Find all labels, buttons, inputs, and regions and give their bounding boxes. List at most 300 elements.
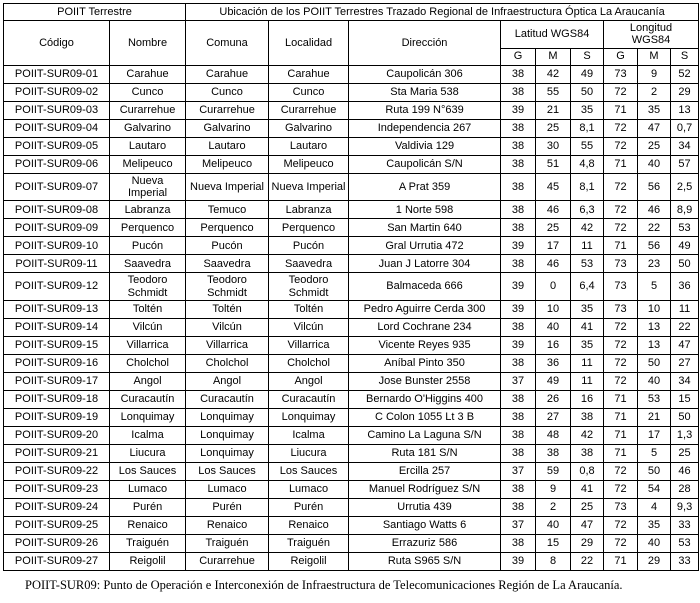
cell-localidad: Pucón [269, 237, 349, 255]
cell-nombre: Lumaco [110, 480, 186, 498]
cell-lon-m: 2 [638, 83, 671, 101]
cell-lon-m: 40 [638, 534, 671, 552]
cell-codigo: POIIT-SUR09-17 [4, 372, 110, 390]
cell-comuna: Lonquimay [186, 408, 269, 426]
cell-localidad: Perquenco [269, 219, 349, 237]
cell-codigo: POIIT-SUR09-03 [4, 101, 110, 119]
cell-nombre: Traiguén [110, 534, 186, 552]
cell-lon-s: 15 [671, 390, 699, 408]
cell-lat-s: 22 [571, 552, 604, 570]
cell-localidad: Icalma [269, 426, 349, 444]
cell-localidad: Purén [269, 498, 349, 516]
cell-direccion: Balmaceda 666 [349, 273, 501, 301]
cell-lon-m: 29 [638, 552, 671, 570]
cell-lat-s: 6,3 [571, 201, 604, 219]
cell-lon-m: 40 [638, 155, 671, 173]
cell-direccion: Pedro Aguirre Cerda 300 [349, 300, 501, 318]
table-row [4, 137, 699, 155]
cell-lon-s: 33 [671, 516, 699, 534]
cell-codigo: POIIT-SUR09-22 [4, 462, 110, 480]
cell-lon-s: 57 [671, 155, 699, 173]
cell-lon-g: 72 [604, 354, 638, 372]
cell-comuna: Pucón [186, 237, 269, 255]
cell-nombre: Nueva Imperial [110, 173, 186, 201]
cell-lat-m: 46 [536, 255, 571, 273]
cell-lon-g: 71 [604, 444, 638, 462]
cell-codigo: POIIT-SUR09-20 [4, 426, 110, 444]
cell-nombre: Carahue [110, 65, 186, 83]
cell-nombre: Los Sauces [110, 462, 186, 480]
cell-codigo: POIIT-SUR09-18 [4, 390, 110, 408]
cell-lat-s: 41 [571, 480, 604, 498]
table-row [4, 498, 699, 516]
cell-codigo: POIIT-SUR09-19 [4, 408, 110, 426]
cell-comuna: Nueva Imperial [186, 173, 269, 201]
cell-codigo: POIIT-SUR09-10 [4, 237, 110, 255]
cell-lat-m: 25 [536, 219, 571, 237]
cell-comuna: Curarrehue [186, 101, 269, 119]
cell-lon-m: 35 [638, 516, 671, 534]
cell-lon-g: 73 [604, 498, 638, 516]
cell-lat-s: 0,8 [571, 462, 604, 480]
cell-comuna: Purén [186, 498, 269, 516]
cell-nombre: Vilcún [110, 318, 186, 336]
cell-lat-m: 26 [536, 390, 571, 408]
cell-lon-g: 71 [604, 408, 638, 426]
cell-lon-s: 22 [671, 318, 699, 336]
table-row [4, 444, 699, 462]
cell-lat-m: 36 [536, 354, 571, 372]
cell-lat-m: 38 [536, 444, 571, 462]
cell-nombre: Melipeuco [110, 155, 186, 173]
table-row [4, 516, 699, 534]
cell-comuna: Cunco [186, 83, 269, 101]
cell-lat-m: 10 [536, 300, 571, 318]
cell-codigo: POIIT-SUR09-09 [4, 219, 110, 237]
cell-lat-s: 35 [571, 101, 604, 119]
cell-direccion: Juan J Latorre 304 [349, 255, 501, 273]
header-nombre: Nombre [110, 21, 186, 66]
cell-comuna: Angol [186, 372, 269, 390]
cell-codigo: POIIT-SUR09-07 [4, 173, 110, 201]
cell-lat-g: 39 [501, 101, 536, 119]
cell-lon-g: 71 [604, 426, 638, 444]
header-lon-s: S [671, 48, 699, 65]
cell-lat-m: 2 [536, 498, 571, 516]
cell-lon-m: 13 [638, 336, 671, 354]
cell-codigo: POIIT-SUR09-12 [4, 273, 110, 301]
cell-lon-s: 53 [671, 219, 699, 237]
cell-nombre: Icalma [110, 426, 186, 444]
cell-lat-s: 11 [571, 237, 604, 255]
table-row [4, 426, 699, 444]
header-lon-m: M [638, 48, 671, 65]
cell-codigo: POIIT-SUR09-25 [4, 516, 110, 534]
cell-localidad: Labranza [269, 201, 349, 219]
footnote: POIIT-SUR09: Punto de Operación e Interconexión de Infraestructura de Telecomunicaciones Región de La Araucanía. [25, 577, 623, 592]
cell-localidad: Traiguén [269, 534, 349, 552]
table-row [4, 173, 699, 201]
cell-lon-m: 10 [638, 300, 671, 318]
cell-lat-m: 9 [536, 480, 571, 498]
cell-lon-g: 72 [604, 480, 638, 498]
cell-lat-m: 40 [536, 516, 571, 534]
cell-direccion: Independencia 267 [349, 119, 501, 137]
cell-direccion: Camino La Laguna S/N [349, 426, 501, 444]
cell-localidad: Angol [269, 372, 349, 390]
cell-lon-s: 34 [671, 137, 699, 155]
cell-lon-m: 56 [638, 173, 671, 201]
cell-comuna: Lonquimay [186, 426, 269, 444]
cell-codigo: POIIT-SUR09-15 [4, 336, 110, 354]
cell-lon-m: 53 [638, 390, 671, 408]
header-localidad: Localidad [269, 21, 349, 66]
cell-localidad: Los Sauces [269, 462, 349, 480]
cell-codigo: POIIT-SUR09-11 [4, 255, 110, 273]
cell-lat-m: 59 [536, 462, 571, 480]
cell-codigo: POIIT-SUR09-16 [4, 354, 110, 372]
cell-localidad: Curacautín [269, 390, 349, 408]
cell-lon-s: 47 [671, 336, 699, 354]
cell-lat-g: 38 [501, 173, 536, 201]
cell-lon-g: 71 [604, 552, 638, 570]
cell-lon-m: 5 [638, 273, 671, 301]
cell-direccion: Caupolicán 306 [349, 65, 501, 83]
cell-lon-g: 72 [604, 173, 638, 201]
cell-lon-g: 72 [604, 534, 638, 552]
cell-codigo: POIIT-SUR09-26 [4, 534, 110, 552]
cell-comuna: Perquenco [186, 219, 269, 237]
cell-nombre: Angol [110, 372, 186, 390]
cell-lat-m: 16 [536, 336, 571, 354]
cell-nombre: Purén [110, 498, 186, 516]
cell-lon-m: 40 [638, 372, 671, 390]
cell-lat-g: 38 [501, 137, 536, 155]
cell-lon-g: 72 [604, 372, 638, 390]
cell-localidad: Renaico [269, 516, 349, 534]
cell-lon-s: 11 [671, 300, 699, 318]
cell-comuna: Renaico [186, 516, 269, 534]
cell-direccion: C Colon 1055 Lt 3 B [349, 408, 501, 426]
table-row [4, 552, 699, 570]
cell-direccion: Ercilla 257 [349, 462, 501, 480]
cell-localidad: Reigolil [269, 552, 349, 570]
cell-lat-g: 38 [501, 480, 536, 498]
header-codigo: Código [4, 21, 110, 66]
cell-lat-s: 38 [571, 444, 604, 462]
cell-lat-m: 30 [536, 137, 571, 155]
cell-lon-m: 22 [638, 219, 671, 237]
cell-lat-g: 38 [501, 408, 536, 426]
cell-lat-m: 40 [536, 318, 571, 336]
cell-lat-m: 49 [536, 372, 571, 390]
cell-lon-m: 56 [638, 237, 671, 255]
cell-lat-g: 39 [501, 336, 536, 354]
cell-lon-m: 25 [638, 137, 671, 155]
cell-localidad: Liucura [269, 444, 349, 462]
cell-comuna: Los Sauces [186, 462, 269, 480]
table-row [4, 155, 699, 173]
header-lat-s: S [571, 48, 604, 65]
table-row [4, 534, 699, 552]
cell-comuna: Toltén [186, 300, 269, 318]
table-row [4, 219, 699, 237]
cell-lon-m: 21 [638, 408, 671, 426]
cell-lon-s: 28 [671, 480, 699, 498]
cell-lon-s: 50 [671, 255, 699, 273]
cell-localidad: Nueva Imperial [269, 173, 349, 201]
header-lon-g: G [604, 48, 638, 65]
cell-lat-g: 39 [501, 237, 536, 255]
cell-localidad: Teodoro Schmidt [269, 273, 349, 301]
cell-lat-s: 50 [571, 83, 604, 101]
cell-lon-g: 72 [604, 201, 638, 219]
cell-nombre: Lautaro [110, 137, 186, 155]
cell-lat-m: 17 [536, 237, 571, 255]
cell-lon-s: 52 [671, 65, 699, 83]
cell-nombre: Liucura [110, 444, 186, 462]
table-row [4, 65, 699, 83]
cell-direccion: Jose Bunster 2558 [349, 372, 501, 390]
cell-lon-g: 73 [604, 273, 638, 301]
table-row [4, 336, 699, 354]
cell-lat-g: 38 [501, 318, 536, 336]
table-row [4, 318, 699, 336]
title-right-cell: Ubicación de los POIIT Terrestres Trazado Regional de Infraestructura Óptica La Araucanía [186, 4, 699, 21]
cell-lat-g: 39 [501, 300, 536, 318]
cell-direccion: Bernardo O'Higgins 400 [349, 390, 501, 408]
cell-codigo: POIIT-SUR09-01 [4, 65, 110, 83]
cell-comuna: Teodoro Schmidt [186, 273, 269, 301]
cell-lat-g: 37 [501, 516, 536, 534]
cell-lat-s: 6,4 [571, 273, 604, 301]
cell-lon-s: 29 [671, 83, 699, 101]
cell-direccion: A Prat 359 [349, 173, 501, 201]
cell-lat-m: 0 [536, 273, 571, 301]
cell-direccion: Errazuriz 586 [349, 534, 501, 552]
cell-nombre: Villarrica [110, 336, 186, 354]
cell-lat-m: 15 [536, 534, 571, 552]
header-longitud [604, 21, 699, 49]
cell-localidad: Lonquimay [269, 408, 349, 426]
cell-lat-s: 55 [571, 137, 604, 155]
cell-direccion: Ruta 181 S/N [349, 444, 501, 462]
cell-lat-g: 37 [501, 462, 536, 480]
column-header-row [4, 21, 699, 49]
cell-comuna: Saavedra [186, 255, 269, 273]
cell-lon-s: 49 [671, 237, 699, 255]
cell-codigo: POIIT-SUR09-02 [4, 83, 110, 101]
header-latitud: Latitud WGS84 [501, 21, 604, 49]
cell-nombre: Perquenco [110, 219, 186, 237]
cell-lat-s: 47 [571, 516, 604, 534]
table-row [4, 255, 699, 273]
table-body [4, 65, 699, 570]
cell-lon-s: 13 [671, 101, 699, 119]
cell-lon-m: 50 [638, 462, 671, 480]
cell-nombre: Curarrehue [110, 101, 186, 119]
cell-lon-g: 71 [604, 237, 638, 255]
cell-comuna: Melipeuco [186, 155, 269, 173]
cell-codigo: POIIT-SUR09-21 [4, 444, 110, 462]
table-row [4, 300, 699, 318]
cell-lat-s: 53 [571, 255, 604, 273]
cell-direccion: Gral Urrutia 472 [349, 237, 501, 255]
cell-lat-g: 39 [501, 552, 536, 570]
cell-localidad: Cholchol [269, 354, 349, 372]
cell-lat-s: 29 [571, 534, 604, 552]
cell-nombre: Saavedra [110, 255, 186, 273]
cell-localidad: Galvarino [269, 119, 349, 137]
cell-lat-s: 49 [571, 65, 604, 83]
cell-lat-m: 48 [536, 426, 571, 444]
table-row [4, 462, 699, 480]
cell-lat-s: 11 [571, 354, 604, 372]
cell-localidad: Carahue [269, 65, 349, 83]
cell-lon-m: 4 [638, 498, 671, 516]
cell-lat-m: 46 [536, 201, 571, 219]
cell-lon-m: 35 [638, 101, 671, 119]
cell-lat-g: 38 [501, 201, 536, 219]
cell-localidad: Villarrica [269, 336, 349, 354]
cell-comuna: Lonquimay [186, 444, 269, 462]
cell-lon-m: 9 [638, 65, 671, 83]
cell-lon-s: 50 [671, 408, 699, 426]
cell-direccion: Vicente Reyes 935 [349, 336, 501, 354]
cell-lat-s: 8,1 [571, 173, 604, 201]
cell-localidad: Lautaro [269, 137, 349, 155]
table-row [4, 101, 699, 119]
poiit-table [3, 3, 699, 571]
cell-lon-g: 71 [604, 155, 638, 173]
cell-lon-s: 1,3 [671, 426, 699, 444]
cell-nombre: Teodoro Schmidt [110, 273, 186, 301]
cell-codigo: POIIT-SUR09-23 [4, 480, 110, 498]
cell-lon-s: 0,7 [671, 119, 699, 137]
cell-comuna: Villarrica [186, 336, 269, 354]
cell-lat-m: 45 [536, 173, 571, 201]
cell-nombre: Reigolil [110, 552, 186, 570]
cell-codigo: POIIT-SUR09-24 [4, 498, 110, 516]
cell-comuna: Curacautín [186, 390, 269, 408]
cell-lon-g: 72 [604, 318, 638, 336]
cell-nombre: Cholchol [110, 354, 186, 372]
cell-lon-m: 17 [638, 426, 671, 444]
cell-codigo: POIIT-SUR09-27 [4, 552, 110, 570]
cell-lon-s: 25 [671, 444, 699, 462]
cell-lat-g: 38 [501, 155, 536, 173]
cell-comuna: Carahue [186, 65, 269, 83]
cell-lat-g: 38 [501, 219, 536, 237]
table-row [4, 480, 699, 498]
title-row [4, 4, 699, 21]
cell-lat-s: 4,8 [571, 155, 604, 173]
cell-lon-s: 27 [671, 354, 699, 372]
cell-lon-s: 8,9 [671, 201, 699, 219]
cell-lat-s: 16 [571, 390, 604, 408]
table-row [4, 273, 699, 301]
cell-direccion: Sta Maria 538 [349, 83, 501, 101]
cell-nombre: Galvarino [110, 119, 186, 137]
cell-lat-m: 21 [536, 101, 571, 119]
table-row [4, 390, 699, 408]
cell-direccion: Valdivia 129 [349, 137, 501, 155]
cell-codigo: POIIT-SUR09-04 [4, 119, 110, 137]
cell-lat-s: 42 [571, 426, 604, 444]
cell-lat-m: 55 [536, 83, 571, 101]
cell-lat-g: 38 [501, 498, 536, 516]
cell-nombre: Cunco [110, 83, 186, 101]
cell-lat-g: 38 [501, 65, 536, 83]
cell-lon-s: 34 [671, 372, 699, 390]
header-longitud-label: Longitud WGS84 [629, 22, 673, 47]
cell-comuna: Lumaco [186, 480, 269, 498]
cell-comuna: Cholchol [186, 354, 269, 372]
cell-comuna: Traiguén [186, 534, 269, 552]
cell-direccion: Lord Cochrane 234 [349, 318, 501, 336]
cell-direccion: Ruta S965 S/N [349, 552, 501, 570]
cell-lat-s: 8,1 [571, 119, 604, 137]
cell-lat-g: 38 [501, 119, 536, 137]
cell-lon-s: 9,3 [671, 498, 699, 516]
table-row [4, 408, 699, 426]
cell-lon-g: 72 [604, 119, 638, 137]
cell-lon-g: 72 [604, 219, 638, 237]
cell-lon-m: 54 [638, 480, 671, 498]
cell-lat-s: 25 [571, 498, 604, 516]
cell-lat-g: 38 [501, 390, 536, 408]
cell-nombre: Curacautín [110, 390, 186, 408]
cell-lon-m: 47 [638, 119, 671, 137]
cell-direccion: Manuel Rodríguez S/N [349, 480, 501, 498]
cell-direccion: Caupolicán S/N [349, 155, 501, 173]
cell-lat-g: 38 [501, 354, 536, 372]
cell-comuna: Temuco [186, 201, 269, 219]
cell-lat-s: 42 [571, 219, 604, 237]
cell-direccion: Urrutia 439 [349, 498, 501, 516]
cell-lon-m: 46 [638, 201, 671, 219]
header-direccion: Dirección [349, 21, 501, 66]
cell-lat-g: 38 [501, 534, 536, 552]
cell-lat-s: 38 [571, 408, 604, 426]
cell-lon-g: 72 [604, 137, 638, 155]
cell-lat-g: 37 [501, 372, 536, 390]
cell-localidad: Toltén [269, 300, 349, 318]
cell-nombre: Renaico [110, 516, 186, 534]
cell-lon-s: 36 [671, 273, 699, 301]
cell-localidad: Lumaco [269, 480, 349, 498]
cell-nombre: Toltén [110, 300, 186, 318]
cell-lon-g: 72 [604, 336, 638, 354]
cell-lat-s: 35 [571, 300, 604, 318]
header-comuna: Comuna [186, 21, 269, 66]
cell-lon-g: 71 [604, 390, 638, 408]
cell-lat-s: 41 [571, 318, 604, 336]
cell-nombre: Labranza [110, 201, 186, 219]
cell-lat-m: 27 [536, 408, 571, 426]
cell-lon-s: 33 [671, 552, 699, 570]
cell-localidad: Saavedra [269, 255, 349, 273]
cell-direccion: San Martin 640 [349, 219, 501, 237]
header-lat-m: M [536, 48, 571, 65]
cell-codigo: POIIT-SUR09-06 [4, 155, 110, 173]
cell-lat-m: 25 [536, 119, 571, 137]
cell-nombre: Lonquimay [110, 408, 186, 426]
cell-direccion: Aníbal Pinto 350 [349, 354, 501, 372]
cell-comuna: Galvarino [186, 119, 269, 137]
cell-localidad: Vilcún [269, 318, 349, 336]
cell-localidad: Cunco [269, 83, 349, 101]
